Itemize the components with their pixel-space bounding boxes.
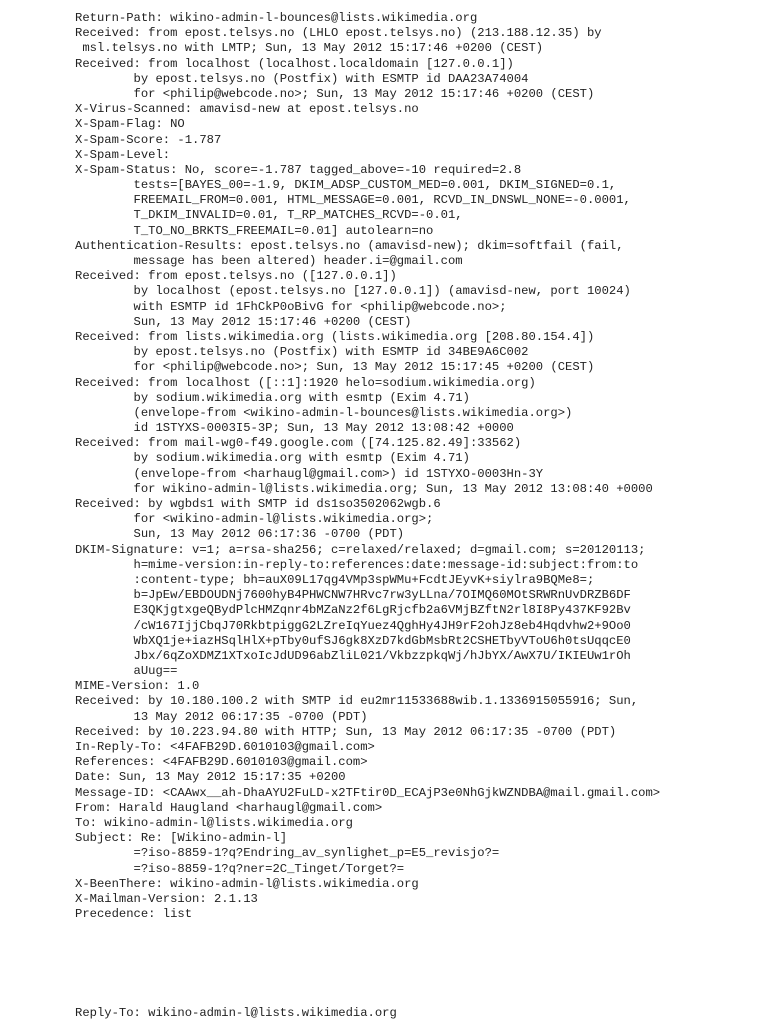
header-line: for wikino-admin-l@lists.wikimedia.org; Sun, 13 May 2012 13:08:40 +0000 — [75, 481, 653, 496]
header-line: (envelope-from <wikino-admin-l-bounces@lists.wikimedia.org>) — [75, 405, 573, 420]
header-line: 13 May 2012 06:17:35 -0700 (PDT) — [75, 709, 368, 724]
header-line: X-BeenThere: wikino-admin-l@lists.wikimedia.org — [75, 876, 419, 891]
header-line: Received: from localhost (localhost.localdomain [127.0.0.1]) — [75, 56, 514, 71]
header-line: with ESMTP id 1FhCkP0oBivG for <philip@webcode.no>; — [75, 299, 507, 314]
header-line: FREEMAIL_FROM=0.001, HTML_MESSAGE=0.001, RCVD_IN_DNSWL_NONE=-0.0001, — [75, 193, 631, 208]
header-line: X-Spam-Level: — [75, 147, 171, 162]
header-line: for <philip@webcode.no>; Sun, 13 May 2012 15:17:45 +0200 (CEST) — [75, 360, 595, 375]
header-line: tests=[BAYES_00=-1.9, DKIM_ADSP_CUSTOM_MED=0.001, DKIM_SIGNED=0.1, — [75, 178, 617, 193]
header-line: Received: from mail-wg0-f49.google.com ([74.125.82.49]:33562) — [75, 436, 522, 451]
header-line: b=JpEw/EBDOUDNj7600hyB4PHWCNW7HRvc7rw3yLLna/7OIMQ60MOtSRWRnUvDRZB6DF — [75, 588, 631, 603]
header-line: Received: from localhost ([::1]:1920 helo=sodium.wikimedia.org) — [75, 375, 536, 390]
header-line: =?iso-8859-1?q?ner=2C_Tinget/Torget?= — [75, 861, 405, 876]
header-line: msl.telsys.no with LMTP; Sun, 13 May 2012 15:17:46 +0200 (CEST) — [75, 41, 544, 56]
header-line: Received: from epost.telsys.no (LHLO epost.telsys.no) (213.188.12.35) by — [75, 26, 602, 41]
header-line: X-Spam-Flag: NO — [75, 117, 185, 132]
header-line: Jbx/6qZoXDMZ1XTxoIcJdUD96abZliL021/VkbzzpkqWj/hJbYX/AwX7U/IKIEUw1rOh — [75, 648, 631, 663]
header-line: message has been altered) header.i=@gmail.com — [75, 254, 463, 268]
header-line: From: Harald Haugland <harhaugl@gmail.com> — [75, 800, 383, 815]
header-line: MIME-Version: 1.0 — [75, 679, 200, 694]
email-headers-block — [75, 11, 765, 922]
header-line: Precedence: list — [75, 907, 193, 922]
reply-to-line: Reply-To: wikino-admin-l@lists.wikimedia.org — [75, 1006, 397, 1020]
header-line: (envelope-from <harhaugl@gmail.com>) id 1STYXO-0003Hn-3Y — [75, 466, 544, 481]
header-line: /cW167IjjCbqJ70RkbtpiggG2LZreIqYuez4QghHy4JH9rF2ohJz8eb4Hqdvhw2+9Oo0 — [75, 618, 631, 633]
header-line: In-Reply-To: <4FAFB29D.6010103@gmail.com> — [75, 740, 375, 754]
header-line: by localhost (epost.telsys.no [127.0.0.1]) (amavisd-new, port 10024) — [75, 284, 631, 299]
header-line: aUug== — [75, 664, 178, 679]
header-line: for <wikino-admin-l@lists.wikimedia.org>; — [75, 512, 434, 527]
header-line: Received: from epost.telsys.no ([127.0.0.1]) — [75, 269, 397, 284]
header-line: id 1STYXS-0003I5-3P; Sun, 13 May 2012 13:08:42 +0000 — [75, 421, 514, 436]
header-line: :content-type; bh=auX09L17qg4VMp3spWMu+FcdtJEyvK+siylra9BQMe8=; — [75, 572, 595, 587]
header-line: Authentication-Results: epost.telsys.no (amavisd-new); dkim=softfail (fail, — [75, 238, 624, 253]
header-line: Sun, 13 May 2012 15:17:46 +0200 (CEST) — [75, 314, 412, 329]
header-line: by epost.telsys.no (Postfix) with ESMTP id 34BE9A6C002 — [75, 345, 529, 360]
header-line: Return-Path: wikino-admin-l-bounces@lists.wikimedia.org — [75, 11, 478, 25]
header-line: for <philip@webcode.no>; Sun, 13 May 2012 15:17:46 +0200 (CEST) — [75, 86, 595, 101]
header-line: X-Virus-Scanned: amavisd-new at epost.telsys.no — [75, 102, 419, 117]
header-line: Received: by 10.180.100.2 with SMTP id eu2mr11533688wib.1.1336915055916; Sun, — [75, 694, 639, 709]
header-line: T_TO_NO_BRKTS_FREEMAIL=0.01] autolearn=no — [75, 223, 434, 238]
header-line: by epost.telsys.no (Postfix) with ESMTP id DAA23A74004 — [75, 71, 529, 86]
header-line: X-Spam-Score: -1.787 — [75, 132, 222, 147]
header-line: by sodium.wikimedia.org with esmtp (Exim 4.71) — [75, 451, 470, 466]
header-line: T_DKIM_INVALID=0.01, T_RP_MATCHES_RCVD=-0.01, — [75, 208, 463, 223]
header-line: X-Mailman-Version: 2.1.13 — [75, 891, 258, 906]
header-line: To: wikino-admin-l@lists.wikimedia.org — [75, 815, 353, 830]
header-line: E3QKjgtxgeQBydPlcHMZqnr4bMZaNz2f6LgRjcfb2a6VMjBZftN2rl8I8Py437KF92Bv — [75, 603, 631, 618]
header-line: =?iso-8859-1?q?Endring_av_synlighet_p=E5_revisjo?= — [75, 846, 500, 861]
header-line: Message-ID: <CAAwx__ah-DhaAYU2FuLD-x2TFtir0D_ECAjP3e0NhGjkWZNDBA@mail.gmail.com> — [75, 785, 661, 800]
header-line: WbXQ1je+iazHSqlHlX+pTby0ufSJ6gk8XzD7kdGbMsbRt2CSHETbyVToU6h0tsUqqcE0 — [75, 633, 631, 648]
header-line: Subject: Re: [Wikino-admin-l] — [75, 831, 288, 846]
header-line: X-Spam-Status: No, score=-1.787 tagged_above=-10 required=2.8 — [75, 162, 522, 177]
header-line: Sun, 13 May 2012 06:17:36 -0700 (PDT) — [75, 527, 405, 542]
header-line: Received: from lists.wikimedia.org (lists.wikimedia.org [208.80.154.4]) — [75, 329, 595, 344]
header-line: h=mime-version:in-reply-to:references:date:message-id:subject:from:to — [75, 557, 639, 572]
header-line: Received: by 10.223.94.80 with HTTP; Sun, 13 May 2012 06:17:35 -0700 (PDT) — [75, 724, 617, 739]
header-line: by sodium.wikimedia.org with esmtp (Exim 4.71) — [75, 390, 470, 405]
header-line: References: <4FAFB29D.6010103@gmail.com> — [75, 755, 368, 770]
header-line: Received: by wgbds1 with SMTP id ds1so3502062wgb.6 — [75, 497, 441, 511]
header-line: Date: Sun, 13 May 2012 15:17:35 +0200 — [75, 770, 346, 785]
header-line: DKIM-Signature: v=1; a=rsa-sha256; c=relaxed/relaxed; d=gmail.com; s=20120113; — [75, 542, 646, 557]
